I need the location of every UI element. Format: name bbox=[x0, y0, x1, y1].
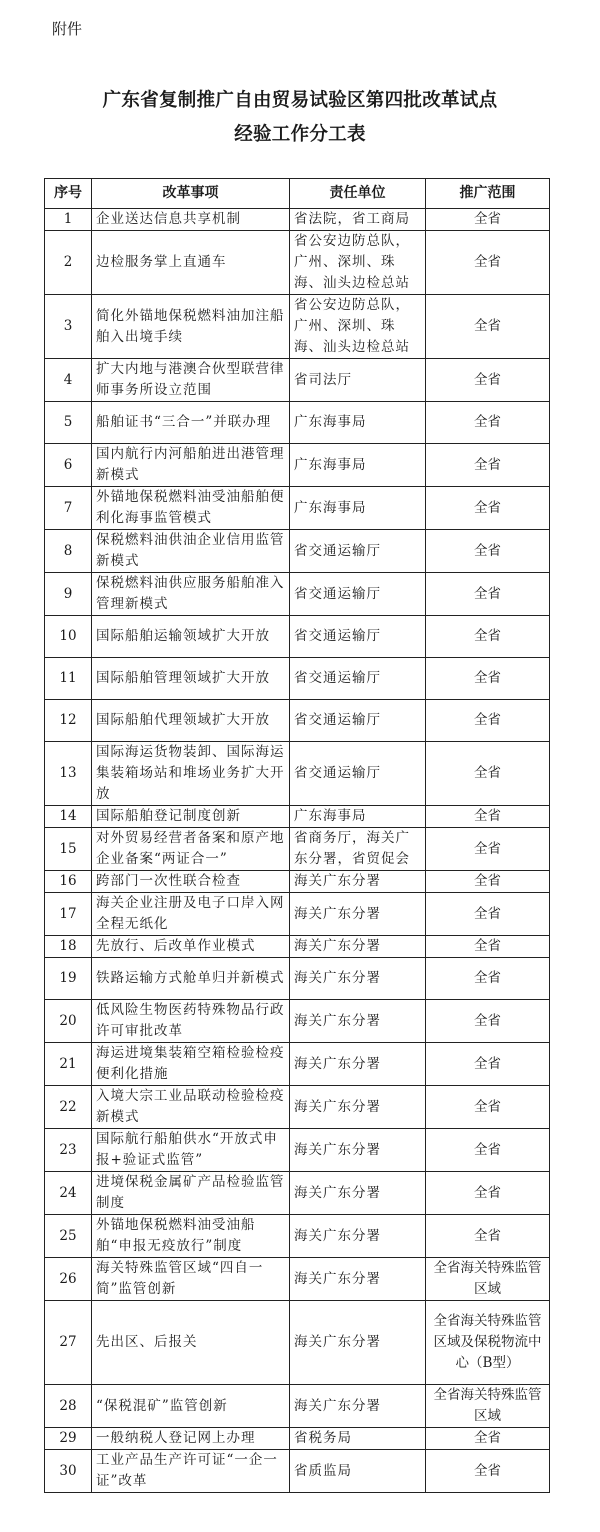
reform-item: 跨部门一次性联合检查 bbox=[92, 871, 290, 893]
promotion-scope: 全省 bbox=[426, 1215, 550, 1258]
table-row bbox=[45, 231, 550, 295]
reform-item: 工业产品生产许可证“一企一证”改革 bbox=[92, 1450, 290, 1493]
table-row bbox=[45, 1428, 550, 1450]
responsible-unit: 省交通运输厅 bbox=[290, 742, 426, 806]
promotion-scope: 全省 bbox=[426, 616, 550, 658]
row-number: 7 bbox=[45, 487, 92, 530]
table-row bbox=[45, 958, 550, 1000]
table-row bbox=[45, 1043, 550, 1086]
promotion-scope: 全省 bbox=[426, 1129, 550, 1172]
promotion-scope: 全省 bbox=[426, 893, 550, 936]
row-number: 11 bbox=[45, 658, 92, 700]
header-no: 序号 bbox=[45, 179, 92, 209]
table-row bbox=[45, 1000, 550, 1043]
reform-item: 国际船舶管理领域扩大开放 bbox=[92, 658, 290, 700]
reform-item: 保税燃料油供油企业信用监管新模式 bbox=[92, 530, 290, 573]
table-row bbox=[45, 1129, 550, 1172]
responsible-unit: 省公安边防总队，广州、深圳、珠海、汕头边检总站 bbox=[290, 295, 426, 359]
responsible-unit: 海关广东分署 bbox=[290, 1129, 426, 1172]
promotion-scope: 全省海关特殊监管区域 bbox=[426, 1385, 550, 1428]
row-number: 3 bbox=[45, 295, 92, 359]
promotion-scope: 全省 bbox=[426, 1172, 550, 1215]
row-number: 23 bbox=[45, 1129, 92, 1172]
reform-item: 国际海运货物装卸、国际海运集装箱场站和堆场业务扩大开放 bbox=[92, 742, 290, 806]
row-number: 24 bbox=[45, 1172, 92, 1215]
table-row bbox=[45, 1215, 550, 1258]
reform-item: 国内航行内河船舶进出港管理新模式 bbox=[92, 444, 290, 487]
responsible-unit: 省司法厅 bbox=[290, 359, 426, 402]
promotion-scope: 全省 bbox=[426, 1428, 550, 1450]
row-number: 15 bbox=[45, 828, 92, 871]
row-number: 1 bbox=[45, 209, 92, 231]
row-number: 4 bbox=[45, 359, 92, 402]
table-row bbox=[45, 893, 550, 936]
promotion-scope: 全省 bbox=[426, 295, 550, 359]
promotion-scope: 全省 bbox=[426, 530, 550, 573]
reform-item: 边检服务掌上直通车 bbox=[92, 231, 290, 295]
document-title bbox=[0, 84, 600, 152]
promotion-scope: 全省 bbox=[426, 700, 550, 742]
responsible-unit: 海关广东分署 bbox=[290, 893, 426, 936]
table-row bbox=[45, 487, 550, 530]
reform-item: 先放行、后改单作业模式 bbox=[92, 936, 290, 958]
table-row bbox=[45, 871, 550, 893]
table-row bbox=[45, 828, 550, 871]
table-row bbox=[45, 573, 550, 616]
row-number: 10 bbox=[45, 616, 92, 658]
table-row bbox=[45, 402, 550, 444]
reform-item: 低风险生物医药特殊物品行政许可审批改革 bbox=[92, 1000, 290, 1043]
responsible-unit: 海关广东分署 bbox=[290, 1385, 426, 1428]
row-number: 5 bbox=[45, 402, 92, 444]
row-number: 30 bbox=[45, 1450, 92, 1493]
reform-item: 一般纳税人登记网上办理 bbox=[92, 1428, 290, 1450]
responsible-unit: 省法院，省工商局 bbox=[290, 209, 426, 231]
table-row bbox=[45, 209, 550, 231]
promotion-scope: 全省 bbox=[426, 444, 550, 487]
reform-item: 先出区、后报关 bbox=[92, 1301, 290, 1385]
promotion-scope: 全省 bbox=[426, 1086, 550, 1129]
responsible-unit: 省税务局 bbox=[290, 1428, 426, 1450]
table-row bbox=[45, 936, 550, 958]
table-row bbox=[45, 616, 550, 658]
responsible-unit: 海关广东分署 bbox=[290, 1172, 426, 1215]
promotion-scope: 全省 bbox=[426, 742, 550, 806]
row-number: 28 bbox=[45, 1385, 92, 1428]
table-row bbox=[45, 1450, 550, 1493]
reform-item: 对外贸易经营者备案和原产地企业备案“两证合一” bbox=[92, 828, 290, 871]
responsible-unit: 海关广东分署 bbox=[290, 958, 426, 1000]
row-number: 13 bbox=[45, 742, 92, 806]
table-row bbox=[45, 806, 550, 828]
responsible-unit: 省交通运输厅 bbox=[290, 658, 426, 700]
responsible-unit: 广东海事局 bbox=[290, 806, 426, 828]
reform-item: 海关企业注册及电子口岸入网全程无纸化 bbox=[92, 893, 290, 936]
responsible-unit: 海关广东分署 bbox=[290, 1215, 426, 1258]
promotion-scope: 全省 bbox=[426, 828, 550, 871]
reform-item: 进境保税金属矿产品检验监管制度 bbox=[92, 1172, 290, 1215]
header-row bbox=[45, 179, 550, 209]
promotion-scope: 全省 bbox=[426, 871, 550, 893]
reform-item: 入境大宗工业品联动检验检疫新模式 bbox=[92, 1086, 290, 1129]
responsible-unit: 海关广东分署 bbox=[290, 1000, 426, 1043]
table-row bbox=[45, 658, 550, 700]
row-number: 21 bbox=[45, 1043, 92, 1086]
promotion-scope: 全省 bbox=[426, 1450, 550, 1493]
promotion-scope: 全省 bbox=[426, 573, 550, 616]
reform-item: 外锚地保税燃料油受油船舶便利化海事监管模式 bbox=[92, 487, 290, 530]
row-number: 8 bbox=[45, 530, 92, 573]
responsible-unit: 海关广东分署 bbox=[290, 1086, 426, 1129]
table-row bbox=[45, 1301, 550, 1385]
row-number: 14 bbox=[45, 806, 92, 828]
title-line-1: 广东省复制推广自由贸易试验区第四批改革试点 bbox=[102, 90, 498, 111]
division-table bbox=[44, 178, 550, 1493]
responsible-unit: 海关广东分署 bbox=[290, 1258, 426, 1301]
reform-item: 海关特殊监管区域“四自一简”监管创新 bbox=[92, 1258, 290, 1301]
responsible-unit: 省交通运输厅 bbox=[290, 700, 426, 742]
row-number: 9 bbox=[45, 573, 92, 616]
responsible-unit: 海关广东分署 bbox=[290, 1043, 426, 1086]
row-number: 29 bbox=[45, 1428, 92, 1450]
row-number: 25 bbox=[45, 1215, 92, 1258]
table-row bbox=[45, 1086, 550, 1129]
reform-item: 国际船舶登记制度创新 bbox=[92, 806, 290, 828]
responsible-unit: 省交通运输厅 bbox=[290, 530, 426, 573]
row-number: 17 bbox=[45, 893, 92, 936]
table-row bbox=[45, 1172, 550, 1215]
promotion-scope: 全省 bbox=[426, 359, 550, 402]
row-number: 27 bbox=[45, 1301, 92, 1385]
responsible-unit: 广东海事局 bbox=[290, 444, 426, 487]
reform-item: “保税混矿”监管创新 bbox=[92, 1385, 290, 1428]
table-row bbox=[45, 359, 550, 402]
promotion-scope: 全省海关特殊监管区域 bbox=[426, 1258, 550, 1301]
row-number: 6 bbox=[45, 444, 92, 487]
responsible-unit: 广东海事局 bbox=[290, 487, 426, 530]
reform-item: 国际航行船舶供水“开放式申报+验证式监管” bbox=[92, 1129, 290, 1172]
promotion-scope: 全省 bbox=[426, 487, 550, 530]
reform-item: 国际船舶代理领域扩大开放 bbox=[92, 700, 290, 742]
row-number: 2 bbox=[45, 231, 92, 295]
promotion-scope: 全省 bbox=[426, 936, 550, 958]
reform-item: 铁路运输方式舱单归并新模式 bbox=[92, 958, 290, 1000]
promotion-scope: 全省 bbox=[426, 658, 550, 700]
responsible-unit: 省公安边防总队，广州、深圳、珠海、汕头边检总站 bbox=[290, 231, 426, 295]
promotion-scope: 全省 bbox=[426, 231, 550, 295]
row-number: 12 bbox=[45, 700, 92, 742]
promotion-scope: 全省 bbox=[426, 806, 550, 828]
reform-item: 外锚地保税燃料油受油船舶“申报无疫放行”制度 bbox=[92, 1215, 290, 1258]
table-row bbox=[45, 742, 550, 806]
reform-item: 企业送达信息共享机制 bbox=[92, 209, 290, 231]
reform-item: 扩大内地与港澳合伙型联营律师事务所设立范围 bbox=[92, 359, 290, 402]
reform-item: 海运进境集装箱空箱检验检疫便利化措施 bbox=[92, 1043, 290, 1086]
table-row bbox=[45, 1258, 550, 1301]
reform-item: 国际船舶运输领域扩大开放 bbox=[92, 616, 290, 658]
responsible-unit: 省商务厅，海关广东分署，省贸促会 bbox=[290, 828, 426, 871]
row-number: 22 bbox=[45, 1086, 92, 1129]
responsible-unit: 海关广东分署 bbox=[290, 871, 426, 893]
table-row bbox=[45, 700, 550, 742]
table-row bbox=[45, 295, 550, 359]
promotion-scope: 全省 bbox=[426, 1000, 550, 1043]
promotion-scope: 全省 bbox=[426, 958, 550, 1000]
header-item: 改革事项 bbox=[92, 179, 290, 209]
reform-item: 简化外锚地保税燃料油加注船舶入出境手续 bbox=[92, 295, 290, 359]
responsible-unit: 广东海事局 bbox=[290, 402, 426, 444]
table-row bbox=[45, 444, 550, 487]
title-line-2: 经验工作分工表 bbox=[234, 124, 366, 145]
responsible-unit: 省交通运输厅 bbox=[290, 573, 426, 616]
header-unit: 责任单位 bbox=[290, 179, 426, 209]
reform-item: 保税燃料油供应服务船舶准入管理新模式 bbox=[92, 573, 290, 616]
promotion-scope: 全省海关特殊监管区域及保税物流中心（B型） bbox=[426, 1301, 550, 1385]
responsible-unit: 海关广东分署 bbox=[290, 1301, 426, 1385]
attachment-label: 附件 bbox=[52, 20, 83, 38]
row-number: 18 bbox=[45, 936, 92, 958]
promotion-scope: 全省 bbox=[426, 1043, 550, 1086]
reform-item: 船舶证书“三合一”并联办理 bbox=[92, 402, 290, 444]
header-scope: 推广范围 bbox=[426, 179, 550, 209]
table-row bbox=[45, 1385, 550, 1428]
row-number: 20 bbox=[45, 1000, 92, 1043]
promotion-scope: 全省 bbox=[426, 209, 550, 231]
row-number: 26 bbox=[45, 1258, 92, 1301]
responsible-unit: 省交通运输厅 bbox=[290, 616, 426, 658]
responsible-unit: 海关广东分署 bbox=[290, 936, 426, 958]
table-row bbox=[45, 530, 550, 573]
responsible-unit: 省质监局 bbox=[290, 1450, 426, 1493]
row-number: 19 bbox=[45, 958, 92, 1000]
promotion-scope: 全省 bbox=[426, 402, 550, 444]
row-number: 16 bbox=[45, 871, 92, 893]
